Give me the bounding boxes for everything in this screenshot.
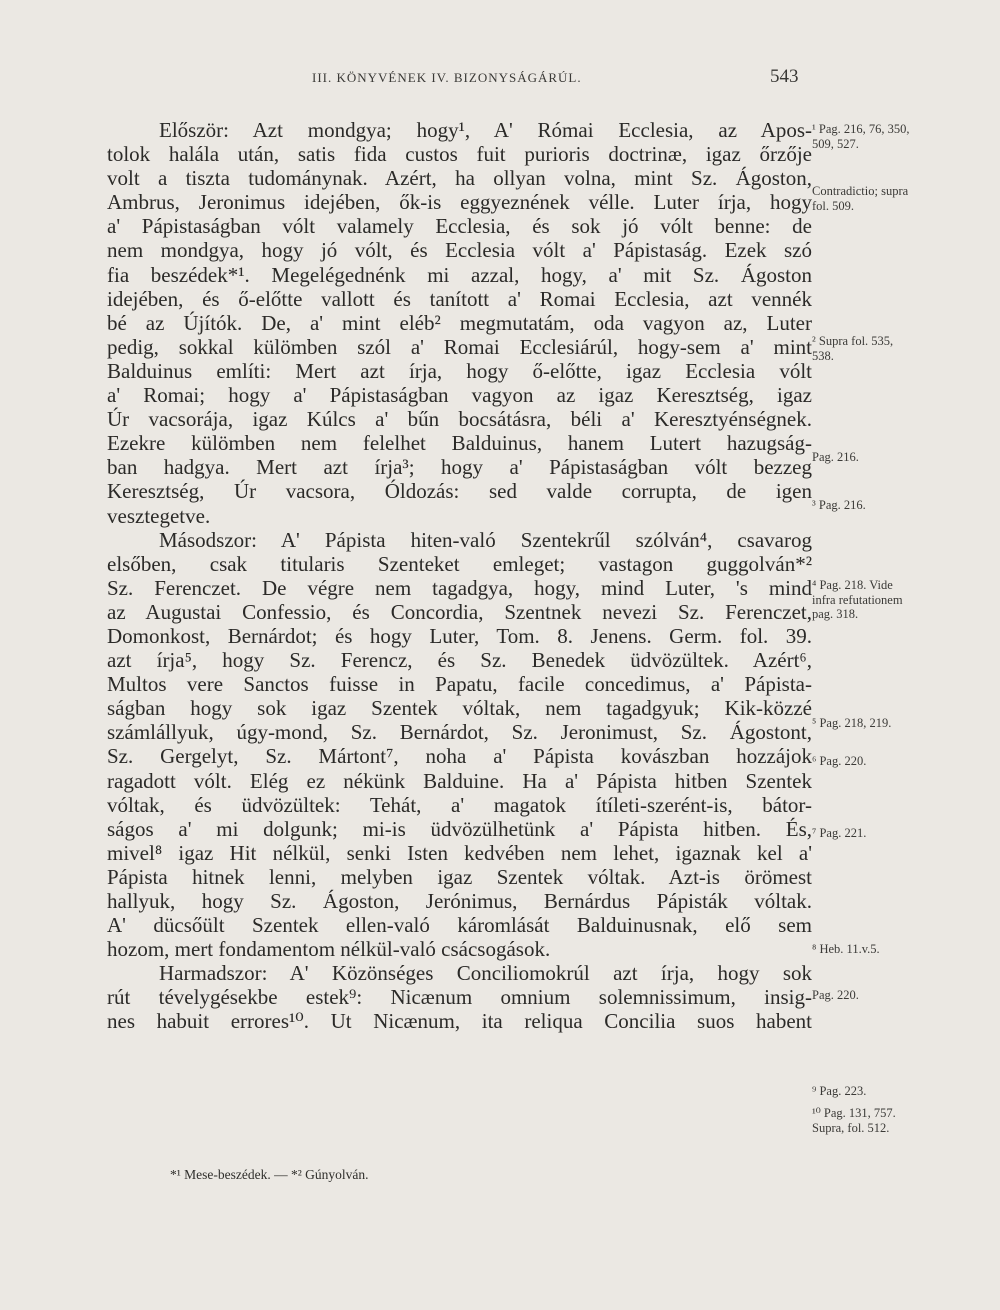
text-line: Balduinus említi: Mert azt írja, hogy ő-előtte, igaz Ecclesia vólt <box>107 358 812 383</box>
margin-note: ⁷ Pag. 221. <box>812 826 867 840</box>
text-line: azt írja⁵, hogy Sz. Ferencz, és Sz. Benedek üdvözültek. Azért⁶, <box>107 648 812 673</box>
text-line: Sz. Gergelyt, Sz. Mártont⁷, noha a' Pápista kovászban hozzájok <box>107 744 812 769</box>
text-line: elsőben, csak titularis Szenteket emleget; vastagon guggolván*² <box>107 551 812 576</box>
text-line: vesztegetve. <box>107 503 211 528</box>
text-line: idejében, és ő-előtte vallott és tanított a' Romai Ecclesia, azt vennék <box>107 286 812 311</box>
text-line: számlállyuk, úgy-mond, Sz. Bernárdot, Sz. Jeronimust, Sz. Ágostont, <box>107 720 812 745</box>
text-line: ságban hogy sok igaz Szentek vóltak, nem tagadgyuk; Kik-közzé <box>107 696 812 721</box>
text-line: Először: Azt mondgya; hogy¹, A' Római Ecclesia, az Apos- <box>159 118 812 142</box>
footnotes: *¹ Mese-beszédek. — *² Gúnyolván. <box>170 1167 369 1182</box>
text-line: vóltak, és üdvözültek: Tehát, a' magatok ítíleti-szerént-is, bátor- <box>107 792 812 817</box>
body-text <box>107 118 812 1034</box>
margin-note: Pag. 220. <box>812 988 859 1002</box>
margin-note: ⁸ Heb. 11.v.5. <box>812 942 880 956</box>
text-line: hozom, mert fondamentom nélkül-való csácsogások. <box>107 937 551 962</box>
text-line: hallyuk, hogy Sz. Ágoston, Jerónimus, Bernárdus Pápisták vóltak. <box>107 889 812 913</box>
text-line: mivel⁸ igaz Hit nélkül, senki Isten kedvében nem lehet, igaznak kel a' <box>107 840 812 865</box>
margin-note: ⁵ Pag. 218, 219. <box>812 716 892 730</box>
text-line: rút tévelygésekbe estek⁹: Nicænum omnium solemnissimum, insig- <box>107 985 812 1010</box>
text-line: Úr vacsorája, igaz Kúlcs a' bűn bocsátásra, béli a' Keresztyénségnek. <box>107 407 812 432</box>
margin-note: ⁴ Pag. 218. Vide infra refutationem pag. 318. <box>812 578 903 621</box>
text-line: fia beszédek*¹. Megelégednénk mi azzal, hogy, a' mit Sz. Ágoston <box>107 262 812 287</box>
text-line: nem mondgya, hogy jó vólt, és Ecclesia vólt a' Pápistaság. Ezek szó <box>107 238 812 263</box>
text-line: A' dücsőült Szentek ellen-való káromlását Balduinusnak, elő sem <box>107 913 812 938</box>
margin-note: ⁶ Pag. 220. <box>812 754 867 768</box>
margin-note: Pag. 216. <box>812 450 859 464</box>
text-line: ragadott vólt. Elég ez nékünk Balduine. Ha a' Pápista hitben Szentek <box>107 768 812 793</box>
text-line: tolok halála után, satis fida custos fuit purioris doctrinæ, igaz őrzője <box>107 142 812 167</box>
margin-note: ⁹ Pag. 223. <box>812 1084 867 1098</box>
page-header <box>0 66 1000 92</box>
text-line: Ezekre külömben nem felelhet Balduinus, hanem Lutert hazugság- <box>107 431 812 456</box>
text-line: Másodszor: A' Pápista hiten-való Szentekrűl szólván⁴, csavarog <box>159 527 812 552</box>
margin-note: ¹⁰ Pag. 131, 757. Supra, fol. 512. <box>812 1106 896 1135</box>
text-line: Sz. Ferenczet. De végre nem tagadgya, hogy, mind Luter, 's mind <box>107 575 812 600</box>
running-head: III. KÖNYVÉNEK IV. BIZONYSÁGÁRÚL. <box>312 70 582 85</box>
text-line: bé az Újítók. De, a' mint eléb² megmutatám, oda vagyon az, Luter <box>107 310 812 335</box>
text-line: ban hadgya. Mert azt írja³; hogy a' Pápistaságban vólt bezzeg <box>107 455 812 480</box>
text-line: az Augustai Confessio, és Concordia, Szentnek nevezi Sz. Ferenczet, <box>107 599 812 624</box>
margin-note: ¹ Pag. 216, 76, 350, 509, 527. <box>812 122 910 151</box>
text-line: Domonkost, Bernárdot; és hogy Luter, Tom. 8. Jenens. Germ. fol. 39. <box>107 623 812 648</box>
text-line: a' Pápistaságban vólt valamely Ecclesia, és sok jó vólt benne: de <box>107 214 812 239</box>
margin-note: ³ Pag. 216. <box>812 498 866 512</box>
margin-note: Contradictio; supra fol. 509. <box>812 184 909 213</box>
text-line: pedig, sokkal külömben szól a' Romai Ecclesiárúl, hogy-sem a' mint <box>107 334 812 359</box>
text-line: Multos vere Sanctos fuisse in Papatu, facile concedimus, a' Pápista- <box>107 672 812 697</box>
text-line: ságos a' mi dolgunk; mi-is üdvözülhetünk a' Pápista hitben. És, <box>107 816 812 841</box>
text-line: Harmadszor: A' Közönséges Conciliomokrúl azt írja, hogy sok <box>159 961 812 986</box>
page-number: 543 <box>770 66 799 87</box>
text-line: a' Romai; hogy a' Pápistaságban vagyon az igaz Keresztség, igaz <box>107 383 812 408</box>
text-line: nes habuit errores¹⁰. Ut Nicænum, ita reliqua Concilia suos habent <box>107 1009 812 1034</box>
text-line: Keresztség, Úr vacsora, Óldozás: sed valde corrupta, de igen <box>107 479 812 504</box>
text-line: Ambrus, Jeronimus idejében, ők-is eggyeznének vélle. Luter írja, hogy <box>107 190 812 215</box>
text-line: Pápista hitnek lenni, melyben igaz Szentek vóltak. Azt-is örömest <box>107 864 812 889</box>
margin-note: ² Supra fol. 535, 538. <box>812 334 894 363</box>
text-line: volt a tiszta tudománynak. Azért, ha ollyan volna, mint Sz. Ágoston, <box>107 166 812 191</box>
